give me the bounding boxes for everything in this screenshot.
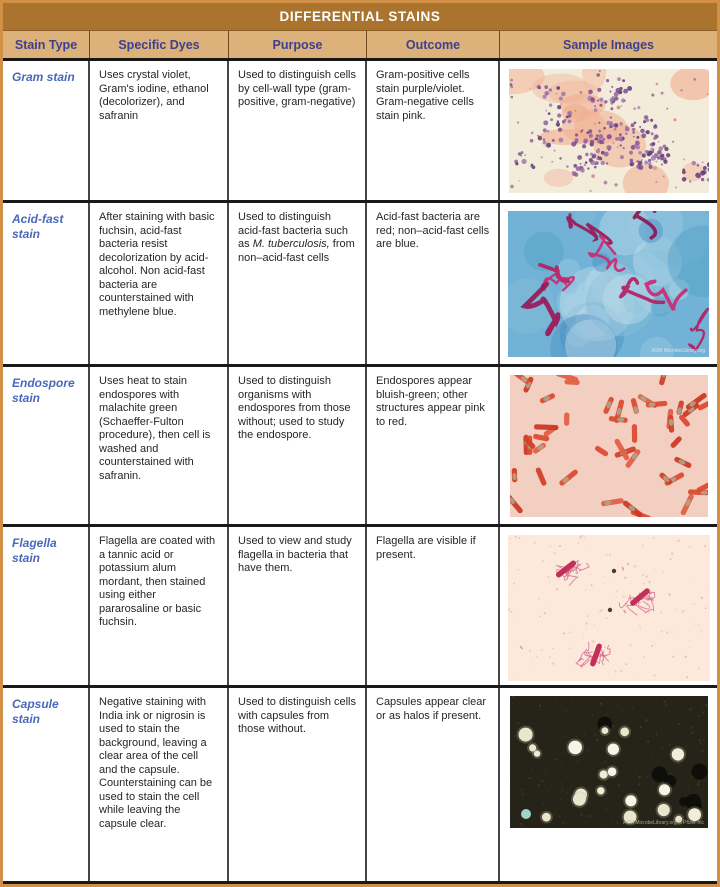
sample-image-cell <box>500 527 717 685</box>
species-name: M. tuberculosis, <box>252 238 330 250</box>
stain-name: Acid-fast stain <box>12 212 64 241</box>
flagella-stain-micrograph <box>508 535 710 681</box>
sample-image-cell <box>500 367 717 524</box>
outcome-cell: Flagella are visible if present. <box>367 527 500 685</box>
gram-stain-micrograph <box>509 69 709 193</box>
table-row-endospore <box>3 367 717 527</box>
table-row-gram <box>3 61 717 203</box>
purpose-cell: Used to distinguish cells with capsules from those without. <box>229 688 367 881</box>
specific-dyes-cell: Uses crystal violet, Gram's iodine, ethanol (decolorizer), and safranin <box>90 61 229 200</box>
specific-dyes-cell: Negative staining with India ink or nigrosin is used to stain the background, leaving a clear area of the cell and the capsule. Counterstaining can be used to stain the cell while leaving the capsule clear. <box>90 688 229 881</box>
col-header-stain-type: Stain Type <box>3 31 90 58</box>
stain-name: Capsule stain <box>12 697 59 726</box>
capsule-stain-micrograph <box>510 696 708 828</box>
endospore-stain-micrograph <box>510 375 708 517</box>
table-body <box>3 61 717 884</box>
purpose-cell: Used to distinguish cells by cell-wall type (gram-positive, gram-negative) <box>229 61 367 200</box>
outcome-cell: Gram-positive cells stain purple/violet. Gram-negative cells stain pink. <box>367 61 500 200</box>
asm-watermark: ASM MicrobeLibrary.org <box>651 348 705 354</box>
table-row-acid-fast <box>3 203 717 367</box>
sample-image-cell <box>500 61 717 200</box>
stain-type-cell <box>3 61 90 200</box>
acid-fast-stain-micrograph <box>508 211 709 357</box>
stain-name: Gram stain <box>12 70 75 84</box>
col-header-outcome: Outcome <box>367 31 500 58</box>
specific-dyes-cell: Uses heat to stain endospores with malachite green (Schaeffer-Fulton procedure), then cell is washed and counterstained with safranin. <box>90 367 229 524</box>
table-title: DIFFERENTIAL STAINS <box>3 3 717 31</box>
column-header-row <box>3 31 717 61</box>
table-row-capsule <box>3 688 717 884</box>
col-header-sample-images: Sample Images <box>562 37 654 52</box>
specific-dyes-cell: After staining with basic fuchsin, acid-fast bacteria resist decolorization by acid-alcohol. Non acid-fast bacteria are counterstained with methylene blue. <box>90 203 229 364</box>
purpose-cell: Used to view and study flagella in bacteria that have them. <box>229 527 367 685</box>
sample-image-cell <box>500 203 717 364</box>
stain-type-cell <box>3 203 90 364</box>
stain-type-cell <box>3 367 90 524</box>
stain-name: Endospore stain <box>12 376 75 405</box>
purpose-cell: Used to distinguish organisms with endospores from those without; used to study the endospore. <box>229 367 367 524</box>
col-header-specific-dyes: Specific Dyes <box>90 31 229 58</box>
outcome-cell: Endospores appear bluish-green; other structures appear pink to red. <box>367 367 500 524</box>
purpose-cell: Used to distinguish acid-fast bacteria such as M. tuberculosis, from non–acid-fast cells <box>229 203 367 364</box>
outcome-cell: Acid-fast bacteria are red; non–acid-fast cells are blue. <box>367 203 500 364</box>
specific-dyes-cell: Flagella are coated with a tannic acid or potassium alum mordant, then stained using either pararosaline or basic fuchsin. <box>90 527 229 685</box>
table-row-flagella <box>3 527 717 688</box>
sample-image-cell <box>500 688 717 881</box>
asm-watermark: ASM MicrobeLibrary.org © Pfizer Inc <box>622 820 704 826</box>
col-header-purpose: Purpose <box>229 31 367 58</box>
outcome-cell: Capsules appear clear or as halos if present. <box>367 688 500 881</box>
stain-name: Flagella stain <box>12 536 57 565</box>
stain-type-cell <box>3 688 90 881</box>
stain-type-cell <box>3 527 90 685</box>
